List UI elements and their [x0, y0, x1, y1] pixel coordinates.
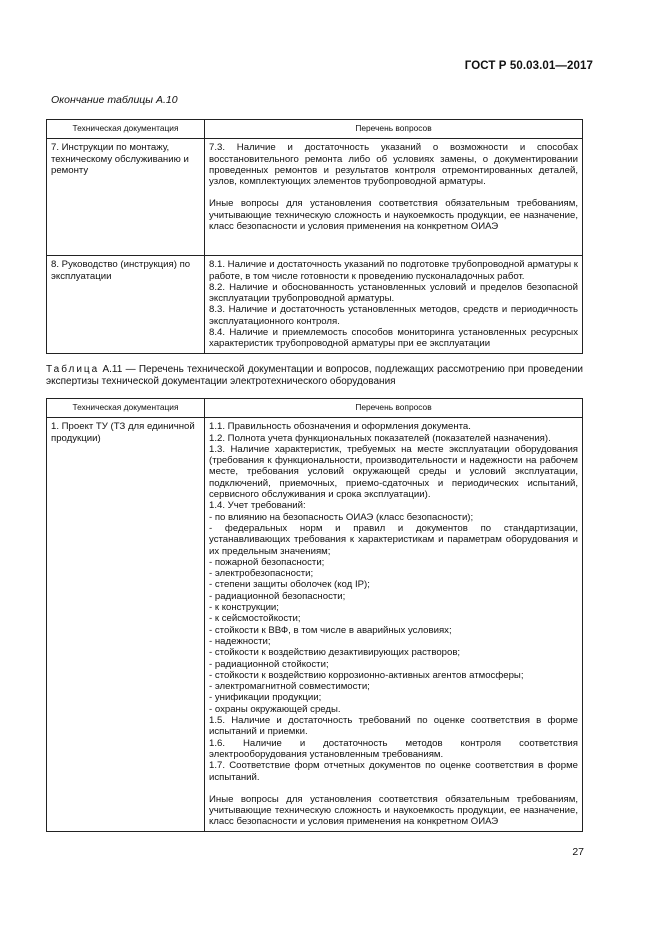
- question-item: 8.4. Наличие и приемлемость способов мониторинга установленных ресурсных характеристик трубопроводной арматуры при ее эксплуатации: [209, 327, 578, 350]
- question-item: - стойкости к ВВФ, в том числе в аварийных условиях;: [209, 624, 452, 636]
- document-code: ГОСТ Р 50.03.01—2017: [464, 60, 593, 72]
- question-item: - радиационной безопасности;: [209, 590, 346, 602]
- caption-table-word: Таблица: [46, 364, 100, 375]
- question-item: - радиационной стойкости;: [209, 658, 329, 670]
- question-item: - стойкости к воздействию коррозионно-активных агентов атмосферы;: [209, 669, 524, 681]
- table-row: [47, 256, 583, 353]
- doc-cell: 8. Руководство (инструкция) по эксплуатации: [47, 256, 205, 353]
- question-list: [209, 421, 578, 783]
- question-item: - федеральных норм и правил и документов по стандартизации, устанавливающих требования к характеристикам и параметрам оборудования и их предельным значениям;: [209, 522, 578, 557]
- caption-text: А.11 — Перечень технической документации и вопросов, подлежащих рассмотрению при проведении экспертизы технической документации электротехнического оборудования: [46, 364, 583, 387]
- table-a10: [46, 119, 583, 354]
- column-header-documentation: Техническая документация: [47, 399, 205, 418]
- question-item: 1.6. Наличие и достаточность методов контроля соответствия электрооборудования установленным требованиям.: [209, 737, 578, 760]
- question-item: - к сейсмостойкости;: [209, 613, 301, 625]
- table-a11: [46, 398, 583, 832]
- doc-cell: 1. Проект ТУ (ТЗ для единичной продукции): [47, 418, 205, 831]
- question-item: - степени защиты оболочек (код IP);: [209, 579, 370, 591]
- question-item: 8.2. Наличие и обоснованность установленных условий и пределов безопасной эксплуатации трубопроводной арматуры.: [209, 281, 578, 305]
- questions-cell: [205, 418, 583, 831]
- question-item: - надежности;: [209, 635, 271, 647]
- table-header-row: [47, 120, 583, 139]
- question-item: Иные вопросы для установления соответствия обязательным требованиям, учитывающие техническую сложность и наукоемкость продукции, ее назначение, класс безопасности и условия применения на конкретном ОИАЭ: [209, 198, 578, 233]
- questions-cell: [205, 256, 583, 353]
- question-item: - к конструкции;: [209, 602, 279, 614]
- column-header-documentation: Техническая документация: [47, 120, 205, 139]
- question-item: 1.7. Соответствие форм отчетных документов по оценке соответствия в форме испытаний.: [209, 760, 578, 783]
- question-item: 8.3. Наличие и достаточность установленных методов, средств и периодичность эксплуатационного контроля.: [209, 304, 578, 327]
- question-item: - пожарной безопасности;: [209, 556, 325, 568]
- table-continuation-label: Окончание таблицы А.10: [51, 94, 178, 106]
- question-item: - электромагнитной совместимости;: [209, 681, 370, 693]
- table-row: [47, 418, 583, 831]
- question-item: - охраны окружающей среды.: [209, 703, 341, 715]
- questions-cell: [205, 139, 583, 256]
- column-header-questions: Перечень вопросов: [205, 120, 583, 139]
- question-item: 1.5. Наличие и достаточность требований по оценке соответствия в форме испытаний и приемки.: [209, 715, 578, 738]
- question-item: - электробезопасности;: [209, 568, 314, 580]
- page-number: 27: [572, 846, 584, 858]
- question-item: Иные вопросы для установления соответствия обязательным требованиям, учитывающие техническую сложность и наукоемкость продукции, ее назначение, класс безопасности и условия применения на конкретном ОИАЭ: [209, 793, 578, 828]
- doc-cell: 7. Инструкции по монтажу, техническому обслуживанию и ремонту: [47, 139, 205, 256]
- question-item: 1.3. Наличие характеристик, требуемых на месте эксплуатации оборудования (требования к функциональности, производительности и надежности на рабочем месте, требования условий окружающей среды и условий эксплуатации, подключений, приемочных, приемо-сдаточных и периодических испытаний, сервисного обслуживания и срока эксплуатации).: [209, 443, 578, 501]
- question-item: 7.3. Наличие и достаточность указаний о возможности и способах восстановительного ремонта либо об условиях замены, о документировании проведенных ремонтов и результатов контроля отремонтированных деталей, узлов, комплектующих элементов трубопроводной арматуры.: [209, 142, 578, 188]
- question-item: 8.1. Наличие и достаточность указаний по подготовке трубопроводной арматуры к работе, в том числе готовности к проведению пусконаладочных работ.: [209, 259, 578, 282]
- question-item: - унификации продукции;: [209, 692, 322, 704]
- question-item: - стойкости к воздействию дезактивирующих растворов;: [209, 647, 461, 659]
- question-item: 1.1. Правильность обозначения и оформления документа.: [209, 421, 471, 433]
- question-item: 1.2. Полнота учета функциональных показателей (показателей назначения).: [209, 432, 551, 444]
- question-item: - по влиянию на безопасность ОИАЭ (класс безопасности);: [209, 511, 474, 523]
- column-header-questions: Перечень вопросов: [205, 399, 583, 418]
- table-header-row: [47, 399, 583, 418]
- table-row: [47, 139, 583, 256]
- question-item: 1.4. Учет требований:: [209, 500, 306, 512]
- table-a11-caption: [46, 364, 583, 388]
